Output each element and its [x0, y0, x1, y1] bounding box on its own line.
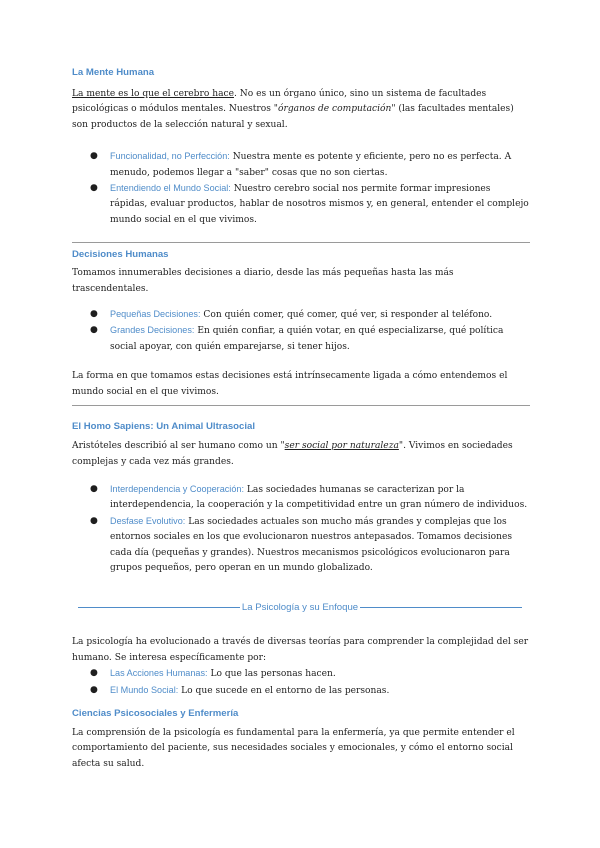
bullet-list-psicologia [72, 666, 530, 699]
term-text: Lo que las personas hacen. [207, 669, 336, 680]
bullet-icon: ● [90, 325, 98, 336]
term-label: Funcionalidad, no Perfección: [110, 151, 230, 162]
bullet-icon: ● [90, 309, 98, 320]
italic-phrase: ser social por naturaleza [284, 441, 399, 452]
list-item [72, 683, 530, 699]
bullet-list-homo-sapiens [72, 482, 530, 576]
list-item [72, 323, 530, 355]
list-item [72, 666, 530, 682]
term-label: Las Acciones Humanas: [110, 668, 208, 679]
list-item [72, 181, 530, 228]
paragraph-psicologia: La psicología ha evolucionado a través de diversas teorías para comprender la complejidad del ser humano. Se interesa específicamente por: [72, 637, 529, 663]
term-text: Las sociedades humanas se caracterizan por la interdependencia, la cooperación y la competitividad entre un gran número de individuos. [110, 484, 528, 511]
bullet-icon: ● [90, 515, 98, 526]
text-span: . No es un órgano único, sino un sistema de facultades psicológicas o módulos mentales. Nuestros " [72, 89, 487, 115]
term-text: Con quién comer, qué comer, qué ver, si responder al teléfono. [200, 310, 493, 321]
paragraph-enfermeria: La comprensión de la psicología es fundamental para la enfermería, ya que permite entender el comportamiento del paciente, sus necesidades sociales y emocionales, y cómo el entorno social afecta su salud. [72, 727, 515, 769]
list-item [72, 482, 530, 514]
divider [72, 405, 530, 406]
document-content [72, 66, 530, 772]
paragraph-mente [72, 87, 530, 133]
heading-rule-right [360, 607, 522, 608]
text-span: " (las facultades mentales) son productos de la selección natural y sexual. [72, 104, 514, 130]
term-label: Interdependencia y Cooperación: [110, 483, 244, 494]
term-text: En quién confiar, a quién votar, en qué especializarse, qué política social apoyar, con quién emparejarse, si tener hijos. [110, 326, 504, 352]
term-label: Pequeñas Decisiones: [110, 309, 201, 320]
heading-homo-sapiens: El Homo Sapiens: Un Animal Ultrasocial [72, 421, 256, 433]
term-text: Nuestra mente es potente y eficiente, pero no es perfecta. A menudo, podemos llegar a "saber" cosas que no son ciertas. [110, 152, 512, 178]
list-item [72, 149, 530, 181]
italic-phrase: órganos de computación [278, 104, 392, 115]
bullet-icon: ● [90, 151, 98, 162]
heading-psicologia-rule [72, 602, 530, 613]
heading-ciencias-psicosociales: Ciencias Psicosociales y Enfermería [72, 707, 239, 719]
bullet-icon: ● [90, 668, 98, 679]
term-label: El Mundo Social: [110, 684, 179, 695]
heading-rule-left [78, 607, 240, 608]
list-item [72, 307, 530, 323]
term-label: Grandes Decisiones: [110, 325, 195, 336]
bullet-icon: ● [90, 483, 98, 494]
term-text: Nuestro cerebro social nos permite formar impresiones rápidas, evaluar productos, hablar de nosotros mismos y, en general, entender el complejo mundo social en el que vivimos. [110, 184, 529, 225]
bullet-icon: ● [90, 684, 98, 695]
divider [72, 242, 530, 243]
list-item [72, 514, 530, 577]
underlined-phrase: La mente es lo que el cerebro hace [72, 89, 234, 99]
paragraph-decisiones-closing: La forma en que tomamos estas decisiones está intrínsecamente ligada a cómo entendemos el mundo social en el que vivimos. [72, 371, 508, 397]
bullet-list-mente [72, 149, 530, 228]
heading-decisiones-humanas: Decisiones Humanas [72, 249, 169, 261]
term-label: Desfase Evolutivo: [110, 515, 186, 526]
text-span: ". Vivimos en sociedades complejas y cada vez más grandes. [72, 441, 513, 467]
text-span: Aristóteles describió al ser humano como un " [72, 441, 285, 452]
term-label: Entendiendo el Mundo Social: [110, 183, 231, 194]
bullet-icon: ● [90, 183, 98, 194]
term-text: Las sociedades actuales son mucho más grandes y complejas que los entornos sociales en los que evolucionaron nuestros antepasados. Tomamos decisiones cada día (pequeñas y grandes). Nuestros mecanismos psicológicos evolucionaron para grupos pequeños, pero operan en un mundo globalizado. [110, 516, 512, 573]
heading-psicologia: La Psicología y su Enfoque [241, 602, 359, 614]
bullet-list-decisiones [72, 307, 530, 355]
term-text: Lo que sucede en el entorno de las personas. [178, 685, 390, 696]
paragraph-homo-sapiens [72, 439, 530, 470]
heading-la-mente-humana: La Mente Humana [72, 67, 155, 78]
paragraph-decisiones: Tomamos innumerables decisiones a diario, desde las más pequeñas hasta las más trascendentales. [72, 268, 454, 294]
